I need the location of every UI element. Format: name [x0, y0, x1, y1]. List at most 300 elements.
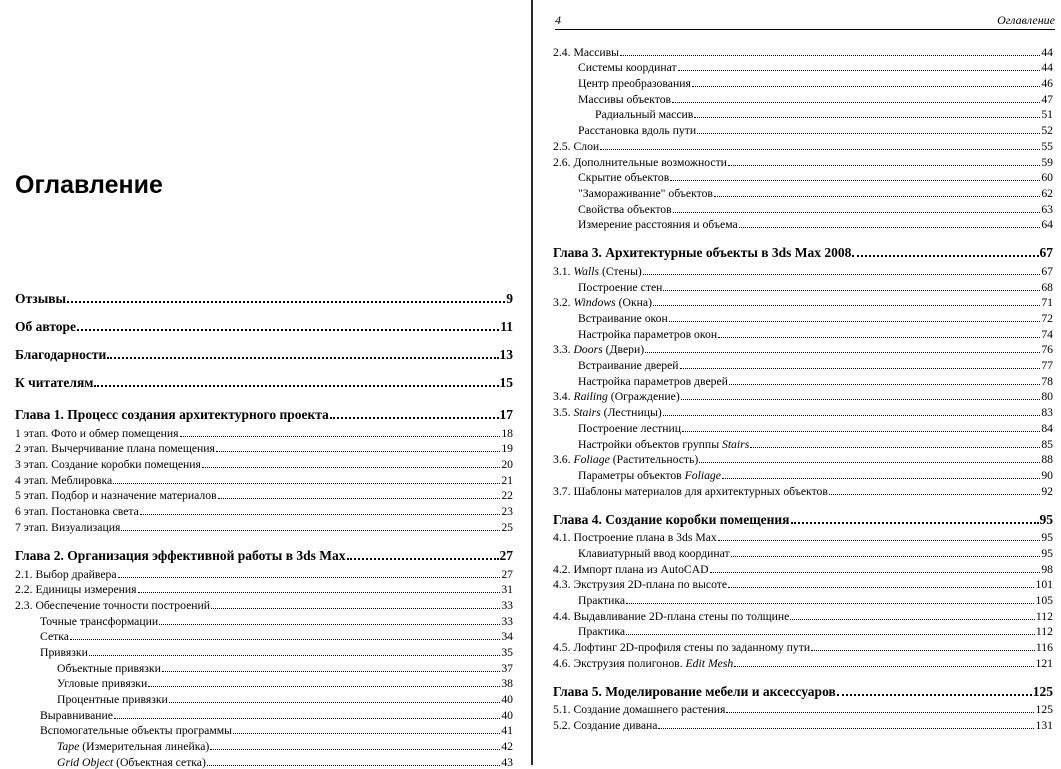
toc-section-entry: [15, 337, 513, 362]
toc-entry-title: [578, 187, 713, 200]
toc-page-number: 40: [501, 693, 513, 706]
toc-entry-title: [15, 505, 139, 518]
toc-entry-number: 3.5.: [553, 406, 574, 420]
toc-entry-text: 4.4. Выдавливание 2D-плана стены по толщине: [553, 609, 790, 623]
toc-entry-title: [15, 291, 66, 306]
toc-entry-title: 3.3. Doors (Двери): [553, 343, 645, 357]
toc-right: [553, 43, 1053, 732]
toc-entry-english-term: Foliage: [573, 453, 610, 467]
dot-leader: [148, 686, 500, 687]
toc-entry: [553, 121, 1053, 137]
toc-page-number: 46: [1041, 77, 1053, 91]
toc-page-number: 43: [501, 755, 513, 769]
toc-entry-title: [40, 724, 232, 737]
toc-page-number: 72: [1041, 312, 1053, 325]
dot-leader: [169, 702, 501, 703]
dot-leader: [791, 522, 1039, 524]
toc-page-number: 62: [1041, 186, 1053, 200]
dot-leader: [347, 558, 499, 560]
toc-entry-text: Построение лестниц: [578, 421, 682, 435]
toc-entry-title: [15, 427, 179, 440]
toc-chapter-entry: [15, 541, 513, 563]
toc-entry: [553, 623, 1053, 639]
toc-page-number: 77: [1041, 359, 1053, 373]
toc-page-number: 98: [1041, 562, 1053, 576]
toc-page-number: 38: [501, 677, 513, 691]
dot-leader: [114, 718, 500, 719]
toc-entry-title: [15, 521, 120, 534]
toc-page-number: 13: [499, 347, 513, 362]
toc-entry: [553, 403, 1053, 419]
toc-entry-title: [15, 583, 137, 596]
toc-entry-text: Глава 2. Организация эффективной работы в 3ds Max: [15, 547, 346, 563]
toc-entry-text: 4.5. Лофтинг 2D-профиля стены по заданному пути: [553, 641, 811, 655]
toc-page-number: 40: [501, 708, 513, 722]
toc-entry-english-term: Walls: [573, 264, 600, 278]
toc-entry: [15, 518, 513, 534]
toc-entry-title: [15, 474, 112, 487]
toc-page-number: 44: [1041, 45, 1053, 59]
toc-entry-number: 3.3.: [553, 343, 574, 357]
toc-entry-english-term: Railing: [573, 390, 608, 404]
toc-page-number: 105: [1035, 594, 1053, 607]
toc-entry-text: Сетка: [40, 630, 69, 644]
toc-page-number: 95: [1039, 511, 1053, 527]
toc-entry-text: Параметры объектов: [578, 468, 685, 482]
toc-page-number: 112: [1035, 625, 1053, 639]
toc-entry-title: [57, 677, 147, 690]
toc-entry-text: Построение стен: [578, 280, 663, 294]
toc-entry-text: Настройка параметров дверей: [578, 374, 728, 388]
dot-leader: [653, 305, 1040, 306]
toc-entry: [15, 596, 513, 612]
toc-entry: [553, 466, 1053, 482]
toc-page-number: 60: [1041, 171, 1053, 185]
dot-leader: [673, 212, 1041, 213]
toc-entry: [553, 216, 1053, 232]
toc-entry-translation: Объектная сетка: [119, 755, 202, 769]
toc-entry-title: [15, 458, 201, 471]
toc-entry: [553, 529, 1053, 545]
toc-entry-translation: Стены: [605, 264, 638, 278]
toc-entry-title: [553, 610, 789, 623]
dot-leader: [216, 451, 500, 452]
toc-entry-text: 6 этап. Постановка света: [15, 505, 139, 519]
toc-entry-title: [553, 641, 810, 654]
dot-leader: [718, 540, 1041, 541]
toc-entry-text: Глава 1. Процесс создания архитектурного проекта: [15, 407, 329, 422]
toc-entry: [553, 560, 1053, 576]
dot-leader: [663, 415, 1041, 416]
dot-leader: [113, 483, 500, 484]
running-head-page-number: 4: [555, 13, 561, 27]
toc-page-number: 27: [501, 567, 513, 581]
toc-page-number: 116: [1035, 641, 1053, 655]
dot-leader: [790, 619, 1035, 620]
toc-page-number: 71: [1041, 296, 1053, 310]
toc-entry-title: [578, 203, 672, 216]
toc-entry-text: 2.4. Массивы: [553, 45, 620, 59]
toc-page-number: 44: [1041, 61, 1053, 75]
toc-entry-english-term: Grid Object: [57, 755, 114, 769]
toc-page-number: 121: [1035, 656, 1053, 670]
dot-leader: [159, 624, 500, 625]
toc-entry-text: Отзывы: [15, 291, 67, 306]
dot-leader: [89, 655, 500, 656]
toc-entry-title: [40, 615, 158, 628]
toc-page-number: 9: [506, 291, 513, 306]
toc-entry-text: 7 этап. Визуализация: [15, 520, 121, 534]
toc-entry-text: Встраивание дверей: [578, 359, 679, 373]
toc-page-number: 18: [501, 426, 513, 440]
toc-entry: [553, 278, 1053, 294]
toc-page-number: 47: [1041, 92, 1053, 106]
toc-entry: [553, 451, 1053, 467]
dot-leader: [67, 301, 505, 303]
dot-leader: [118, 577, 501, 578]
toc-page-number: 101: [1035, 578, 1053, 592]
dot-leader: [681, 399, 1041, 400]
toc-entry: [15, 659, 513, 675]
dot-leader: [731, 556, 1041, 557]
toc-entry-text: Расстановка вдоль пути: [578, 124, 697, 138]
toc-entry-title: [553, 512, 790, 527]
toc-entry: [553, 43, 1053, 59]
toc-entry-text: 1 этап. Фото и обмер помещения: [15, 426, 179, 440]
dot-leader: [837, 694, 1032, 696]
toc-page-number: 80: [1041, 390, 1053, 404]
dot-leader: [218, 498, 501, 499]
dot-leader: [710, 572, 1041, 573]
toc-entry-title: [578, 422, 681, 435]
toc-entry-text: 2.5. Слои: [553, 139, 600, 153]
dot-leader: [121, 530, 500, 531]
toc-entry-title: [578, 625, 625, 638]
dot-leader: [811, 650, 1035, 651]
toc-entry-text: 3 этап. Создание коробки помещения: [15, 458, 201, 472]
toc-entry-text: Благодарности: [15, 347, 107, 362]
toc-entry-text: К читателям: [15, 375, 94, 390]
toc-entry: [553, 137, 1053, 153]
toc-page-number: 88: [1041, 453, 1053, 467]
toc-entry-title: [57, 662, 161, 675]
toc-section-entry: [15, 365, 513, 390]
toc-entry: [15, 643, 513, 659]
toc-entry-text: 4 этап. Меблировка: [15, 473, 113, 487]
toc-entry: [15, 753, 513, 769]
toc-entry: [15, 706, 513, 722]
toc-page-number: 20: [501, 458, 513, 472]
toc-chapter-entry: [553, 238, 1053, 260]
dot-leader: [645, 352, 1040, 353]
toc-entry-title: [578, 218, 738, 231]
dot-leader: [852, 255, 1038, 257]
toc-entry-title: Grid Object (Объектная сетка): [57, 755, 206, 769]
toc-entry-text: 4.2. Импорт плана из AutoCAD: [553, 562, 709, 576]
toc-entry-title: 3.6. Foliage (Растительность): [553, 453, 699, 467]
toc-entry: [553, 356, 1053, 372]
dot-leader: [77, 329, 499, 331]
toc-entry-title: [578, 375, 728, 388]
toc-entry-text: "Замораживание" объектов: [578, 186, 713, 200]
dot-leader: [728, 587, 1034, 588]
dot-leader: [162, 671, 500, 672]
toc-entry-text: Глава 5. Моделирование мебели и аксессуаров: [553, 683, 836, 699]
toc-entry-text: Массивы объектов: [578, 92, 672, 106]
toc-entry-text: Скрытие объектов: [578, 171, 670, 185]
toc-entry-text: 4.3. Экструзия 2D-плана по высоте: [553, 578, 728, 592]
toc-entry-title: [15, 489, 217, 502]
toc-entry-title: [578, 547, 730, 560]
dot-leader: [672, 102, 1040, 103]
toc-entry: [553, 576, 1053, 592]
toc-entry-title: 3.2. Windows (Окна): [553, 296, 652, 310]
toc-entry-text: Практика: [578, 625, 626, 639]
toc-entry: [15, 565, 513, 581]
toc-entry-english-term: Tape: [57, 740, 80, 754]
toc-entry-text: Процентные привязки: [57, 693, 168, 706]
toc-page-number: 67: [1041, 264, 1053, 278]
toc-entry-translation: Ограждение: [614, 390, 676, 404]
toc-page-number: 74: [1041, 327, 1053, 341]
toc-entry-title: 3.4. Railing (Ограждение): [553, 390, 680, 404]
dot-leader: [233, 733, 500, 734]
toc-page-number: 31: [501, 583, 513, 597]
dot-leader: [626, 603, 1034, 604]
dot-leader: [829, 494, 1040, 495]
toc-page-number: 33: [501, 598, 513, 612]
toc-entry: [553, 262, 1053, 278]
toc-page-number: 64: [1041, 218, 1053, 232]
toc-entry-text: Объектные привязки: [57, 661, 161, 675]
toc-entry-number: 3.2.: [553, 296, 574, 310]
toc-entry: [553, 701, 1053, 717]
toc-entry-text: Практика: [578, 594, 626, 607]
toc-chapter-entry: [15, 400, 513, 422]
toc-entry-title: [595, 108, 693, 121]
toc-section-entry: [15, 281, 513, 306]
dot-leader: [726, 712, 1034, 713]
toc-page-number: 125: [1032, 683, 1053, 699]
toc-page-number: 76: [1041, 343, 1053, 357]
toc-entry: [15, 690, 513, 706]
toc-left: [15, 281, 513, 769]
toc-entry-english-term: Windows: [573, 296, 616, 310]
toc-entry-title: [578, 281, 662, 294]
toc-entry-title: [553, 563, 709, 576]
toc-entry-english-term: Doors: [573, 343, 603, 357]
toc-page-number: 85: [1041, 437, 1053, 451]
toc-entry-text: 5.2. Создание дивана: [553, 719, 658, 733]
toc-page-number: 67: [1039, 245, 1053, 261]
toc-entry: [553, 638, 1053, 654]
toc-entry-title: [15, 548, 346, 563]
toc-entry-number: 3.1.: [553, 264, 574, 278]
toc-entry: [553, 654, 1053, 670]
toc-entry-text: Глава 4. Создание коробки помещения: [553, 511, 790, 527]
dot-leader: [620, 55, 1040, 56]
dot-leader: [728, 165, 1040, 166]
toc-entry: [553, 716, 1053, 732]
dot-leader: [718, 337, 1040, 338]
toc-entry: [15, 581, 513, 597]
toc-entry-title: [15, 407, 329, 422]
toc-entry-title: 3.1. Walls (Стены): [553, 264, 642, 278]
toc-page-number: 11: [500, 319, 513, 334]
toc-page-number: 90: [1041, 468, 1053, 482]
toc-entry-text: 3.7. Шаблоны материалов для архитектурных объектов: [553, 484, 828, 498]
toc-entry: [553, 607, 1053, 623]
dot-leader: [678, 70, 1041, 71]
toc-entry-text: Привязки: [40, 645, 88, 659]
toc-page-number: 42: [501, 740, 513, 754]
toc-entry-translation: Окна: [622, 296, 649, 310]
toc-page-number: 25: [501, 520, 513, 534]
page-title: Оглавление: [15, 171, 163, 199]
toc-page-number: 52: [1041, 124, 1053, 138]
toc-page-number: 35: [501, 645, 513, 659]
toc-chapter-entry: [553, 677, 1053, 699]
toc-page-number: 59: [1041, 155, 1053, 169]
toc-entry: [553, 388, 1053, 404]
toc-entry-text: 5 этап. Подбор и назначение материалов: [15, 489, 217, 503]
dot-leader: [692, 86, 1040, 87]
toc-entry: [553, 153, 1053, 169]
dot-leader: [729, 384, 1040, 385]
toc-entry-text: 5.1. Создание домашнего растения: [553, 703, 726, 717]
toc-entry-text: Измерение расстояния и объема: [578, 218, 738, 232]
toc-entry: [15, 440, 513, 456]
dot-leader: [94, 385, 498, 387]
toc-page-number: 19: [501, 442, 513, 456]
toc-page-number: 125: [1035, 703, 1053, 717]
toc-entry-english-term: Foliage: [684, 468, 721, 482]
toc-entry: [553, 309, 1053, 325]
toc-page-number: 15: [499, 375, 513, 390]
toc-page-number: 27: [499, 547, 513, 563]
toc-entry-text: Об авторе: [15, 319, 77, 334]
toc-entry-text: Глава 3. Архитектурные объекты в 3ds Max 2008: [553, 245, 852, 261]
toc-entry-translation: Двери: [609, 343, 641, 357]
dot-leader: [658, 728, 1034, 729]
toc-entry: [15, 737, 513, 753]
toc-entry-title: [15, 568, 117, 581]
toc-entry-english-term: Edit Mesh: [685, 656, 734, 670]
toc-entry-text: Системы координат: [578, 61, 677, 75]
toc-entry-title: [578, 93, 671, 106]
toc-page-number: 33: [501, 614, 513, 628]
toc-entry-title: [40, 630, 69, 643]
toc-page-number: 34: [501, 630, 513, 644]
toc-entry-title: [15, 599, 210, 612]
dot-leader: [739, 227, 1041, 228]
toc-entry-text: 4.1. Построение плана в 3ds Max: [553, 531, 717, 545]
dot-leader: [697, 133, 1040, 134]
toc-entry: [553, 294, 1053, 310]
toc-chapter-entry: [553, 505, 1053, 527]
toc-entry: [553, 372, 1053, 388]
toc-entry-text: 2.3. Обеспечение точности построений: [15, 598, 211, 612]
toc-entry: [553, 184, 1053, 200]
toc-entry-title: [578, 469, 721, 482]
toc-entry-english-term: Stairs: [573, 406, 601, 420]
toc-entry-title: [578, 359, 679, 372]
toc-entry: [553, 482, 1053, 498]
dot-leader: [140, 514, 500, 515]
dot-leader: [694, 117, 1040, 118]
toc-page-number: 63: [1041, 202, 1053, 216]
toc-page-number: 131: [1035, 719, 1053, 733]
toc-entry: [15, 487, 513, 503]
toc-entry-title: [553, 531, 717, 544]
toc-entry: [15, 455, 513, 471]
toc-entry-text: Встраивание окон: [578, 312, 668, 325]
dot-leader: [682, 431, 1040, 432]
toc-page-number: 55: [1041, 139, 1053, 153]
dot-leader: [669, 321, 1041, 322]
dot-leader: [734, 666, 1034, 667]
toc-entry: [553, 200, 1053, 216]
toc-entry-text: Вспомогательные объекты программы: [40, 724, 232, 738]
dot-leader: [750, 447, 1040, 448]
toc-page-number: 84: [1041, 421, 1053, 435]
toc-entry-text: Выравнивание: [40, 708, 113, 722]
toc-entry-text: 2 этап. Вычерчивание плана помещения: [15, 442, 215, 456]
dot-leader: [180, 436, 501, 437]
toc-page-number: 78: [1041, 374, 1053, 388]
toc-entry-title: [15, 375, 93, 390]
toc-entry-title: [15, 442, 215, 455]
toc-entry-text: 2.1. Выбор драйвера: [15, 567, 117, 581]
toc-entry-title: [553, 46, 619, 59]
toc-entry-title: [578, 438, 749, 451]
toc-entry: [553, 435, 1053, 451]
toc-entry-title: [553, 657, 733, 670]
toc-entry-title: [578, 61, 677, 74]
toc-entry: [553, 419, 1053, 435]
toc-entry-text: 2.2. Единицы измерения: [15, 583, 137, 597]
toc-entry-english-term: Stairs: [721, 437, 750, 451]
toc-entry: [15, 628, 513, 644]
toc-entry-title: [553, 140, 599, 153]
toc-entry-translation: Измерительная линейка: [86, 740, 206, 754]
dot-leader: [699, 462, 1040, 463]
toc-page-number: 51: [1041, 108, 1053, 122]
toc-entry-title: [553, 684, 836, 699]
toc-page-number: 41: [501, 724, 513, 738]
toc-entry-title: Tape (Измерительная линейка): [57, 740, 210, 754]
toc-entry-text: Центр преобразования: [578, 77, 691, 91]
dot-leader: [626, 634, 1035, 635]
toc-entry-title: [40, 646, 88, 659]
toc-entry-title: [553, 156, 727, 169]
toc-entry: [553, 341, 1053, 357]
toc-entry: [15, 675, 513, 691]
toc-page-number: 68: [1041, 280, 1053, 294]
toc-section-entry: [15, 309, 513, 334]
toc-page-number: 37: [501, 661, 513, 675]
toc-entry-text: Точные трансформации: [40, 614, 159, 628]
toc-entry-text: Настройка параметров окон: [578, 327, 718, 341]
toc-page-number: 22: [501, 489, 513, 503]
toc-entry-title: [553, 703, 725, 716]
toc-entry-title: [578, 124, 696, 137]
toc-entry-title: [57, 693, 168, 706]
dot-leader: [663, 290, 1040, 291]
toc-page-number: 23: [501, 505, 513, 519]
dot-leader: [643, 274, 1041, 275]
toc-entry: [553, 591, 1053, 607]
